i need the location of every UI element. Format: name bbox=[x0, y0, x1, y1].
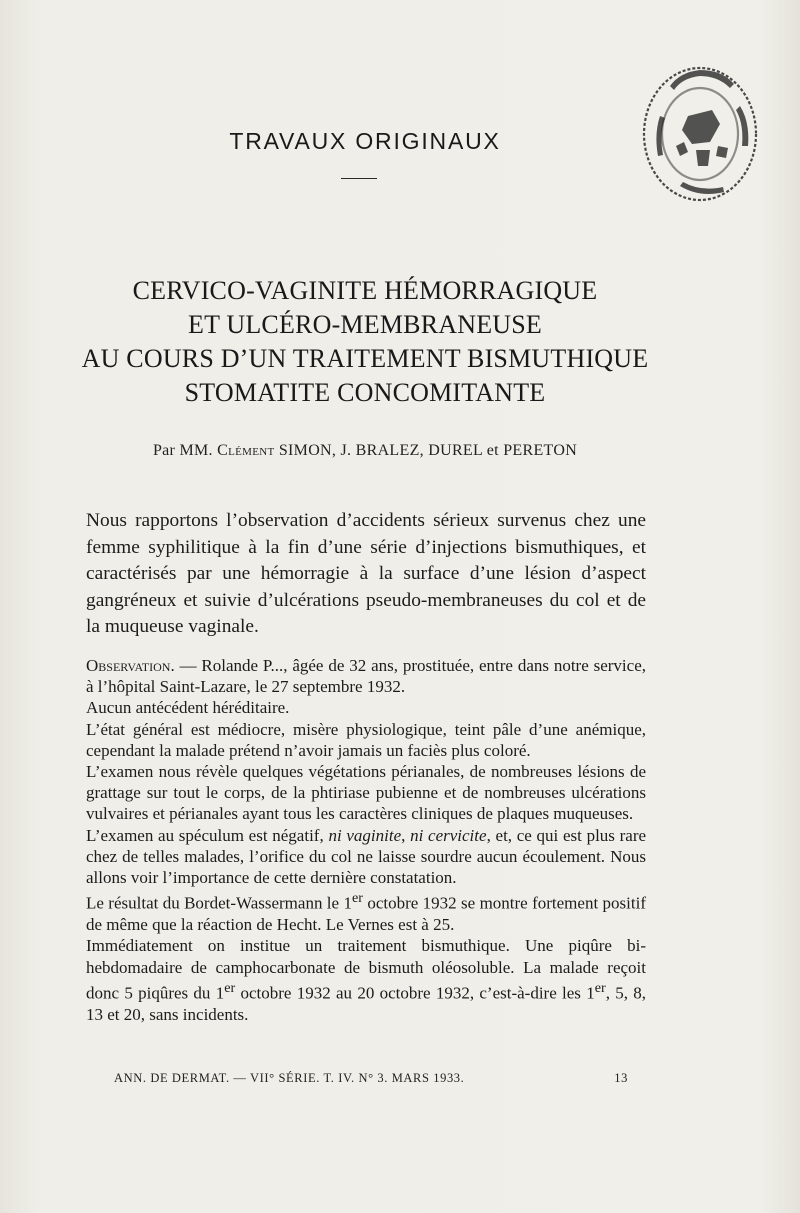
journal-citation: ANN. DE DERMAT. — VII° SÉRIE. T. IV. N° 3. MARS 1933. bbox=[114, 1071, 465, 1085]
paragraph-treatment bbox=[86, 935, 646, 1024]
author-first-name: Clément bbox=[217, 442, 275, 459]
paragraph-text: , et, ce qui est plus rare chez de telles malades, l’orifice du col ne laisse sourdre aucun écoulement. Nous allons voir l’importance de cette dernière constatation. bbox=[86, 825, 647, 888]
paragraph-text: octobre 1932 au 20 octobre 1932, c’est-à-dire les 1 bbox=[235, 983, 595, 1003]
page-number: 13 bbox=[614, 1071, 628, 1085]
authors-prefix: Par MM. bbox=[152, 442, 213, 459]
paragraph-text: octobre 1932 se montre fortement positif de même que la réaction de Hecht. Le Vernes est à 25. bbox=[86, 893, 646, 935]
paragraph-text: Immédiatement on institue un traitement bismuthique. Une piqûre bi-hebdomadaire de camphocarbonate de bismuth oléosoluble. La malade reçoit donc 5 piqûres du 1 bbox=[86, 936, 646, 1003]
stamp-seal-icon bbox=[630, 46, 760, 216]
paragraph-text: Le résultat du Bordet-Wassermann le 1 bbox=[86, 893, 352, 913]
authors-names: SIMON, J. BRALEZ, DUREL et PERETON bbox=[278, 442, 578, 459]
superscript: er bbox=[351, 890, 363, 907]
paragraph: Aucun antécédent héréditaire. bbox=[86, 698, 290, 718]
superscript: er bbox=[594, 979, 606, 996]
abstract: Nous rapportons l’observation d’accidents sérieux survenus chez une femme syphilitique à la fin d’une série d’injections bismuthiques, et caractérisés par une hémorragie à la surface d’une lésion d’aspect gangréneux et suivie d’ulcérations pseudo-membraneuses du col et de la muqueuse vaginale. bbox=[86, 510, 646, 637]
title-line-4: STOMATITE CONCOMITANTE bbox=[184, 378, 546, 407]
section-heading: TRAVAUX ORIGINAUX bbox=[229, 128, 501, 154]
superscript: er bbox=[224, 979, 236, 996]
title-line-2: ET ULCÉRO-MEMBRANEUSE bbox=[187, 310, 542, 339]
paragraph-text: — Rolande P..., âgée de 32 ans, prostituée, entre dans notre service, à l’hôpital Saint-Lazare, le 27 septembre 1932. bbox=[86, 656, 646, 697]
paragraph-text: L’examen au spéculum est négatif, bbox=[86, 825, 324, 845]
paragraph-observation bbox=[86, 655, 646, 697]
authors-line bbox=[0, 442, 730, 460]
paragraph-bw bbox=[86, 888, 646, 935]
paragraph-text: , 5, 8, 13 et 20, sans incidents. bbox=[86, 983, 647, 1024]
paragraph: L’état général est médiocre, misère physiologique, teint pâle d’une anémique, cependant la malade prétend n’avoir jamais un faciès plus coloré. bbox=[86, 719, 646, 760]
observation-label: Observation. bbox=[86, 656, 175, 675]
title-line-1: CERVICO-VAGINITE HÉMORRAGIQUE bbox=[132, 276, 598, 305]
paragraph-speculum bbox=[86, 825, 646, 889]
heading-rule bbox=[341, 178, 377, 179]
paragraph: L’examen nous révèle quelques végétations périanales, de nombreuses lésions de grattage sur tout le corps, de la phtiriase pubienne et de nombreuses ulcérations vulvaires et périanales ayant tous les caractères cliniques de plaques muqueuses. bbox=[86, 762, 646, 824]
article-body bbox=[86, 655, 646, 1025]
library-stamp bbox=[630, 46, 760, 216]
article-title bbox=[0, 274, 730, 410]
paragraph-text: , bbox=[401, 825, 406, 845]
emphasis: ni vaginite bbox=[328, 825, 402, 845]
title-line-3: AU COURS D’UN TRAITEMENT BISMUTHIQUE bbox=[81, 344, 649, 373]
emphasis: ni cervicite bbox=[410, 825, 487, 845]
